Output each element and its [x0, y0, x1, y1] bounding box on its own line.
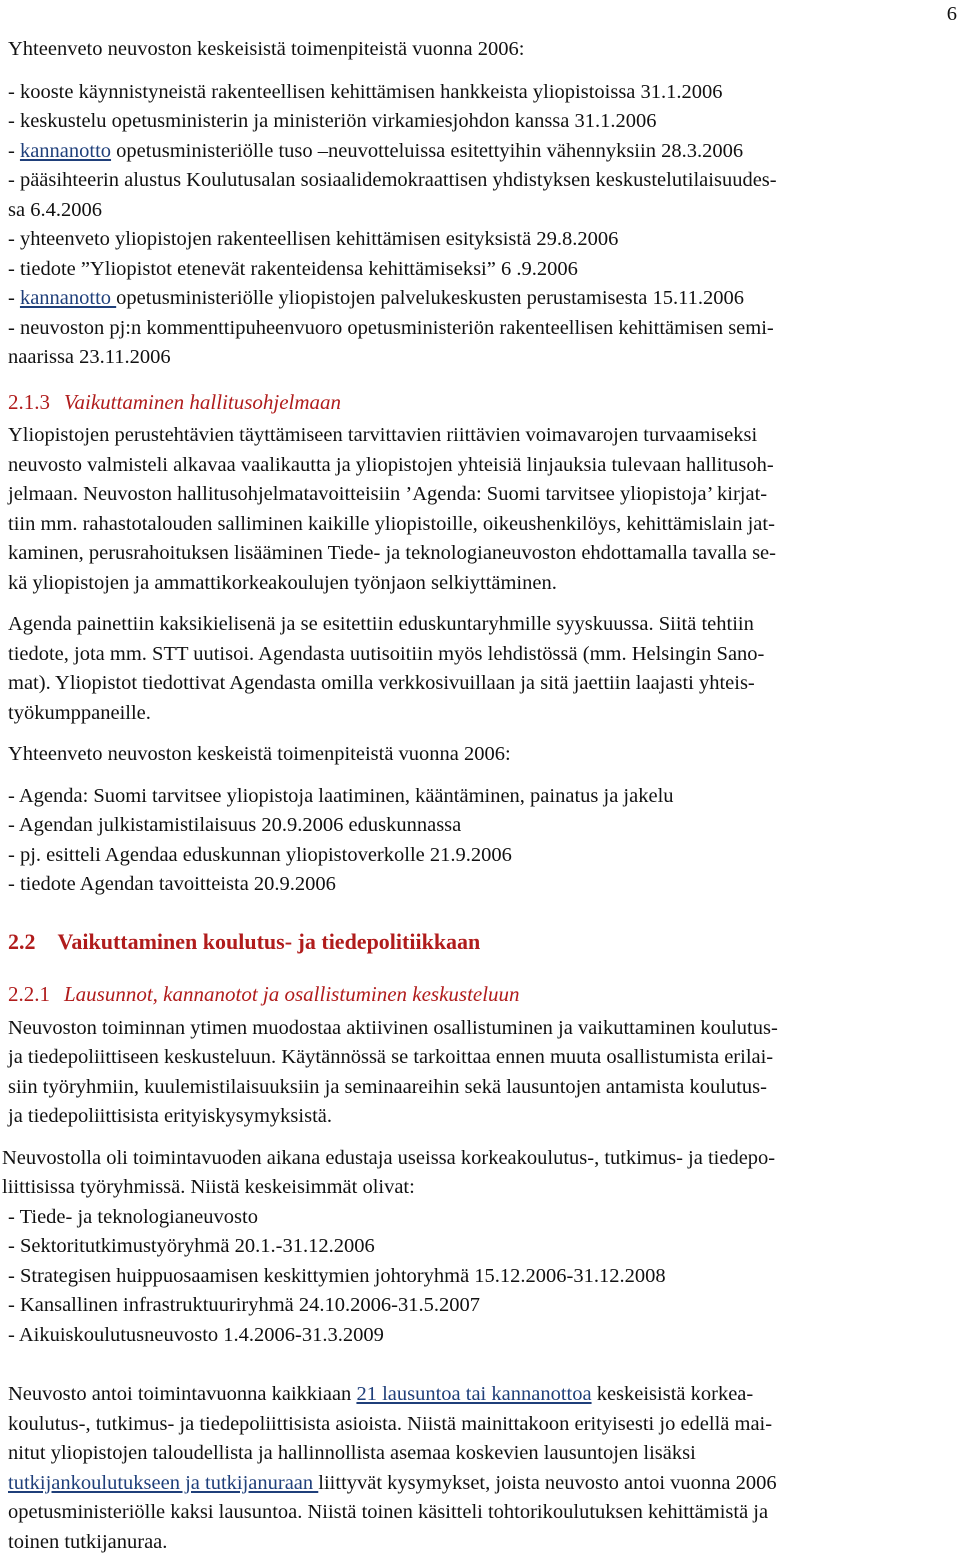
- section-heading-2-2: 2.2 Vaikuttaminen koulutus- ja tiedepolitiikkaan: [8, 928, 481, 954]
- list-item: - pääsihteerin alustus Koulutusalan sosiaalidemokraattisen yhdistyksen keskustelutilaisuudes- sa 6.4.2006: [8, 169, 777, 221]
- paragraph: Neuvostolla oli toimintavuoden aikana edustaja useissa korkeakoulutus-, tutkimus- ja tiedepo- liittisissa työryhmissä. Niistä keskeisimmät olivat:: [2, 1146, 776, 1198]
- list-item: - Agendan julkistamistilaisuus 20.9.2006 eduskunnassa: [8, 814, 462, 836]
- list-item: - tiedote ”Yliopistot etenevät rakenteidensa kehittämiseksi” 6 .9.2006: [8, 257, 578, 280]
- list-item: - kooste käynnistyneistä rakenteellisen kehittämisen hankkeista yliopistoissa 31.1.2006: [8, 80, 723, 103]
- list-item: - Agenda: Suomi tarvitsee yliopistoja laatiminen, kääntäminen, painatus ja jakelu: [8, 784, 674, 807]
- list-item: - Kansallinen infrastruktuuriryhmä 24.10.2006-31.5.2007: [8, 1294, 480, 1316]
- paragraph: Agenda painettiin kaksikielisenä ja se esitettiin eduskuntaryhmille syyskuussa. Siitä tehtiin tiedote, jota mm. STT uutisoi. Agendasta uutisoitiin myös lehdistössä (mm. Helsingin Sano- mat). Yliopistot tiedottivat Agendasta omilla verkkosivuillaan ja sitä jaettiin laajasti yhteis- työkumppaneille.: [8, 613, 765, 724]
- section-heading-2-2-1: 2.2.1 Lausunnot, kannanotot ja osallistuminen keskusteluun: [8, 982, 520, 1006]
- list-item: - Tiede- ja teknologianeuvosto: [8, 1205, 258, 1228]
- statements-link[interactable]: 21 lausuntoa tai kannanottoa: [356, 1383, 592, 1405]
- list-item: - Sektoritutkimustyöryhmä 20.1.-31.12.2006: [8, 1235, 375, 1257]
- list-item: - pj. esitteli Agendaa eduskunnan yliopistoverkolle 21.9.2006: [8, 843, 512, 866]
- page-number: 6: [946, 3, 957, 25]
- section-heading-2-1-3: 2.1.3 Vaikuttaminen hallitusohjelmaan: [8, 389, 342, 414]
- paragraph: Yliopistojen perustehtävien täyttämiseen tarvittavien riittävien voimavarojen turvaamiseksi neuvosto valmisteli alkavaa vaalikautta ja yliopistojen yhteisiä linjauksia tulevaan hallitusoh- jelmaan. Neuvoston hallitusohjelmatavoitteisiin ’Agenda: Suomi tarvitsee yliopistoja’ kirjat- tiin mm. rahastotalouden salliminen kaikille yliopistoille, oikeushenkilöys, kehittämislain jat- kaminen, perusrahoituksen lisääminen Tiede- ja teknologianeuvoston ehdottamalla tavalla se- kä yliopistojen ja ammattikorkeakoulujen työnjaon selkiyttäminen.: [8, 424, 776, 594]
- summary-list: [8, 78, 953, 373]
- list-item: - kannanotto opetusministeriölle tuso –neuvotteluissa esitettyihin vähennyksiin 28.3.2006: [8, 139, 744, 162]
- kannanotto-link[interactable]: kannanotto: [19, 139, 112, 162]
- paragraph: Neuvoston toiminnan ytimen muodostaa aktiivinen osallistuminen ja vaikuttaminen koulutus- ja tiedepoliittiseen keskusteluun. Käytännössä se tarkoittaa ennen muuta osallistumista erilai- siin työryhmiin, kuulemistilaisuuksiin ja seminaareihin sekä lausuntojen antamista koulutus- ja tiedepoliittisista erityiskysymyksistä.: [8, 1016, 778, 1127]
- paragraph: Neuvosto antoi toimintavuonna kaikkiaan 21 lausuntoa tai kannanottoa keskeisistä korkea- koulutus-, tutkimus- ja tiedepoliittisista asioista. Niistä mainittakoon erityisesti jo edellä mai- nitut yliopistojen taloudellista ja hallinnollista asemaa koskevien lausuntojen lisäksi tutkijankoulutukseen ja tutkijanuraan liittyvät kysymykset, joista neuvosto antoi vuonna 2006 opetusministeriölle kaksi lausuntoa. Niistä toinen käsitteli tohtorikoulutuksen kehittämistä ja toinen tutkijanuraa.: [8, 1383, 777, 1553]
- list-item: - Strategisen huippuosaamisen keskittymien johtoryhmä 15.12.2006-31.12.2008: [8, 1264, 666, 1287]
- list-item: - Aikuiskoulutusneuvosto 1.4.2006-31.3.2009: [8, 1323, 384, 1346]
- kannanotto-link[interactable]: kannanotto: [19, 287, 117, 309]
- summary-list: [8, 782, 953, 900]
- summary-title: Yhteenveto neuvoston keskeisistä toimenpiteistä vuonna 2006:: [8, 38, 525, 60]
- list-item: - keskustelu opetusministerin ja ministeriön virkamiesjohdon kanssa 31.1.2006: [8, 110, 657, 132]
- working-groups-list: [8, 1203, 953, 1351]
- researcher-training-link[interactable]: tutkijankoulutukseen ja tutkijanuraan: [8, 1471, 319, 1494]
- list-item: - neuvoston pj:n kommenttipuheenvuoro opetusministeriön rakenteellisen kehittämisen semi- naarissa 23.11.2006: [8, 316, 774, 368]
- list-item: - kannanotto opetusministeriölle yliopistojen palvelukeskusten perustamisesta 15.11.2006: [8, 287, 744, 309]
- document-body: [2, 35, 953, 1557]
- list-item: - yhteenveto yliopistojen rakenteellisen kehittämisen esityksistä 29.8.2006: [8, 228, 619, 250]
- list-item: - tiedote Agendan tavoitteista 20.9.2006: [8, 873, 336, 895]
- summary-title: Yhteenveto neuvoston keskeistä toimenpiteistä vuonna 2006:: [8, 743, 511, 765]
